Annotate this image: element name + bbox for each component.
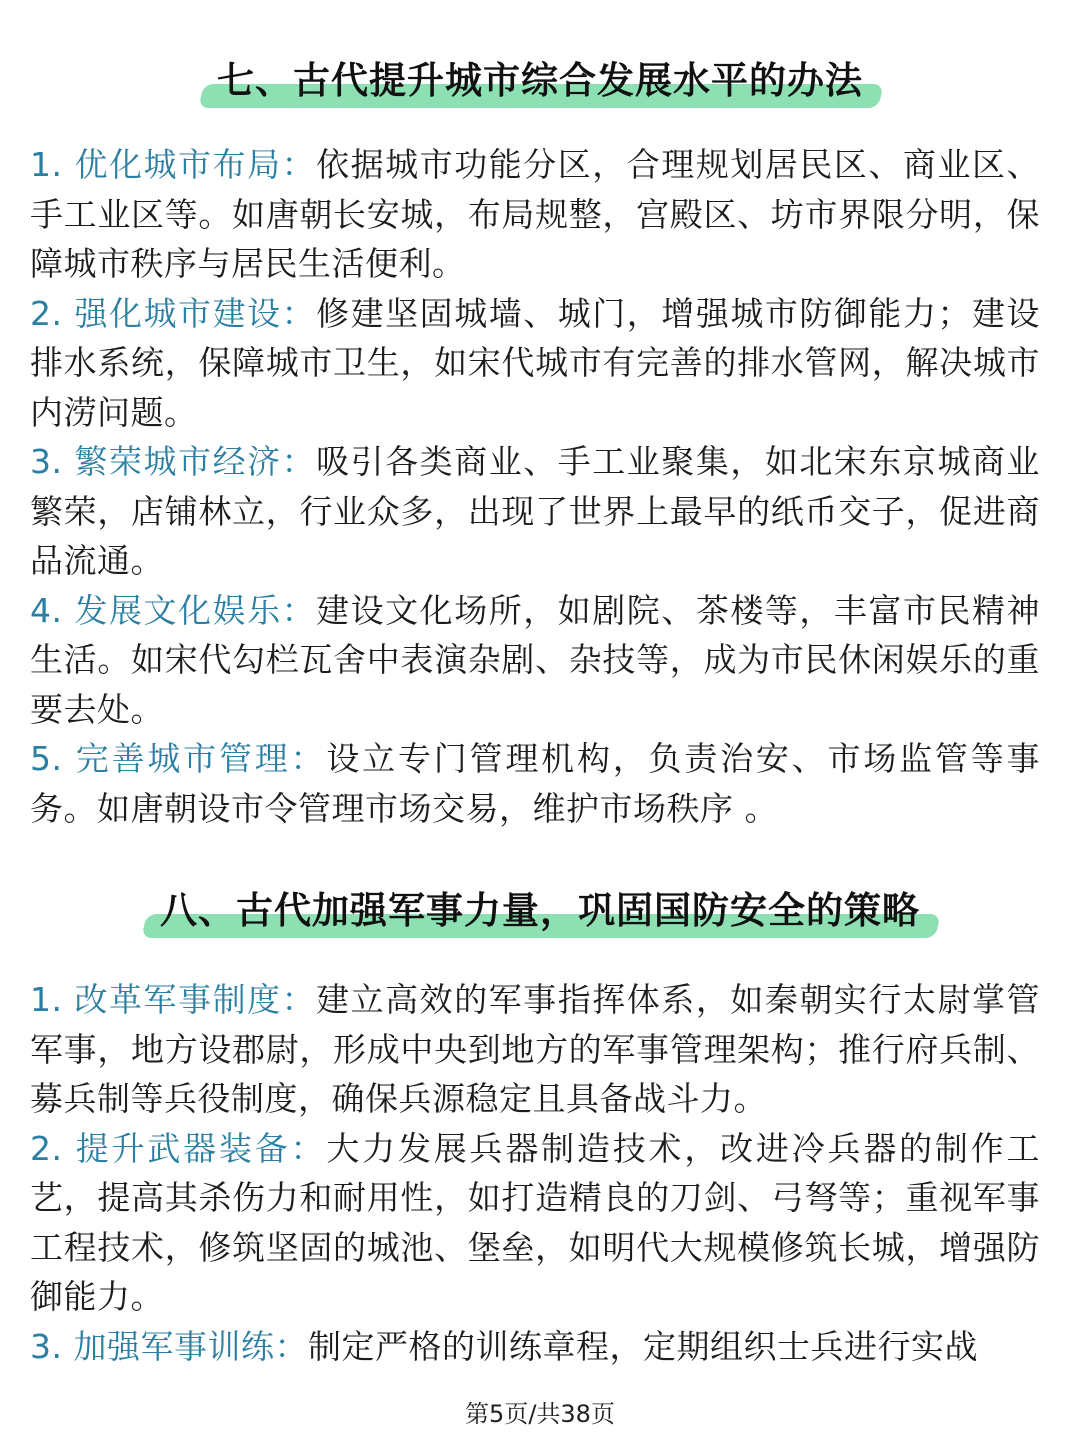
section-title: 八、古代加强军事力量，巩固国防安全的策略 — [160, 889, 920, 932]
item-text: 修建坚固城墙、城门，增强城市防御能力；建设排水系统，保障城市卫生，如宋代城市有完善的排水管网，解决城市内涝问题。 — [30, 293, 1040, 432]
section-body-8 — [30, 975, 1040, 1371]
section-heading-8 — [0, 880, 1080, 934]
item-lead: 5. 完善城市管理： — [30, 739, 327, 778]
list-item — [30, 1124, 1040, 1322]
list-item — [30, 586, 1040, 735]
list-item — [30, 140, 1040, 289]
list-item — [30, 734, 1040, 833]
section-title: 七、古代提升城市综合发展水平的办法 — [217, 59, 863, 102]
item-text: 建立高效的军事指挥体系，如秦朝实行太尉掌管军事，地方设郡尉，形成中央到地方的军事管理架构；推行府兵制、募兵制等兵役制度，确保兵源稳定且具备战斗力。 — [30, 980, 1040, 1118]
item-text: 吸引各类商业、手工业聚集，如北宋东京城商业繁荣，店铺林立，行业众多，出现了世界上最早的纸币交子，促进商品流通。 — [30, 442, 1040, 580]
item-lead: 1. 改革军事制度： — [30, 980, 317, 1019]
page-indicator: 第5页/共38页 — [465, 1400, 615, 1428]
section-heading-7 — [0, 50, 1080, 104]
item-lead: 2. 强化城市建设： — [30, 293, 317, 333]
item-lead: 4. 发展文化娱乐： — [30, 590, 317, 630]
item-text: 依据城市功能分区，合理规划居民区、商业区、手工业区等。如唐朝长安城，布局规整，宫殿区、坊市界限分明，保障城市秩序与居民生活便利。 — [30, 145, 1040, 283]
list-item — [30, 975, 1040, 1124]
item-text: 建设文化场所，如剧院、茶楼等，丰富市民精神生活。如宋代勾栏瓦舍中表演杂剧、杂技等，成为市民休闲娱乐的重要去处。 — [30, 590, 1040, 729]
item-lead: 3. 繁荣城市经济： — [30, 442, 317, 481]
item-lead: 2. 提升武器装备： — [30, 1128, 327, 1168]
list-item — [30, 437, 1040, 586]
item-lead: 1. 优化城市布局： — [30, 145, 317, 184]
item-text: 设立专门管理机构，负责治安、市场监管等事务。如唐朝设市令管理市场交易，维护市场秩序 。 — [30, 739, 1040, 828]
list-item — [30, 1322, 1040, 1372]
section-body-7 — [30, 140, 1040, 833]
list-item — [30, 289, 1040, 438]
item-text: 大力发展兵器制造技术，改进冷兵器的制作工艺，提高其杀伤力和耐用性，如打造精良的刀剑、弓弩等；重视军事工程技术，修筑坚固的城池、堡垒，如明代大规模修筑长城，增强防御能力。 — [30, 1128, 1040, 1316]
item-lead: 3. 加强军事训练： — [30, 1326, 308, 1366]
item-text: 制定严格的训练章程，定期组织士兵进行实战 — [307, 1326, 978, 1366]
